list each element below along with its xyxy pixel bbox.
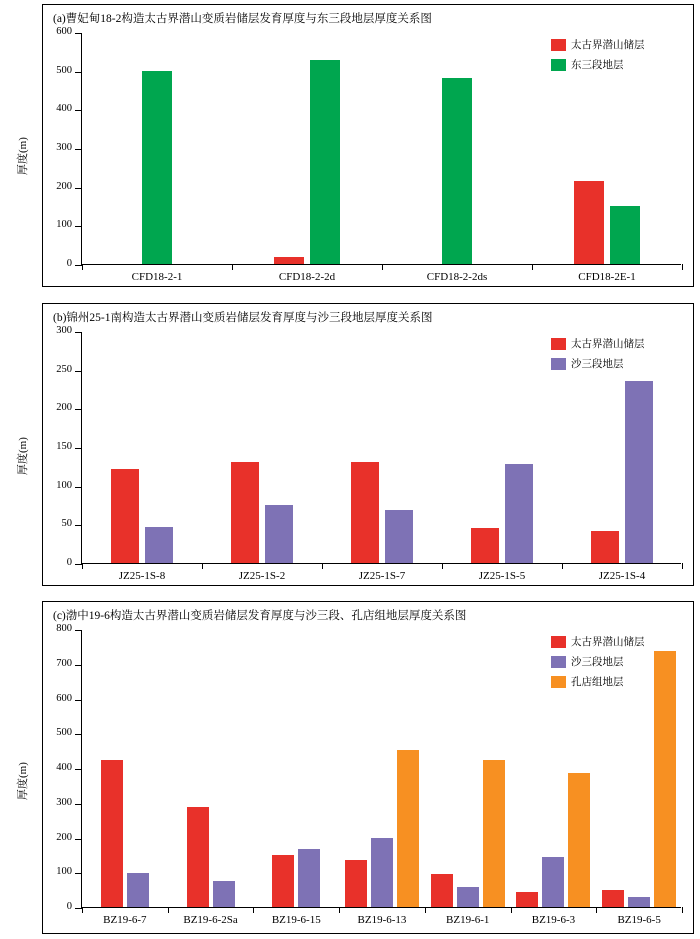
y-tick-label: 500 xyxy=(56,727,72,739)
x-tick xyxy=(339,907,340,913)
panel-a-title: (a)曹妃甸18-2构造太古界潜山变质岩储层发育厚度与东三段地层厚度关系图 xyxy=(53,13,432,25)
x-tick-label: CFD18-2E-1 xyxy=(578,271,636,283)
x-tick xyxy=(382,264,383,270)
legend-swatch xyxy=(551,636,566,648)
y-tick xyxy=(56,796,82,808)
legend-item xyxy=(551,336,645,351)
bar xyxy=(145,527,173,563)
y-tick-label: 250 xyxy=(56,363,72,375)
y-tick-label: 200 xyxy=(56,831,72,843)
x-tick xyxy=(562,563,563,569)
x-tick-label: CFD18-2-2ds xyxy=(426,271,488,283)
x-tick-label: JZ25-1S-5 xyxy=(478,570,526,582)
y-tick-label: 0 xyxy=(66,258,72,269)
bar xyxy=(654,651,676,907)
legend-swatch xyxy=(551,39,566,51)
y-tick-label: 300 xyxy=(56,325,72,336)
y-axis-label-a: 厚度(m) xyxy=(17,137,29,175)
x-tick-label: CFD18-2-1 xyxy=(131,271,183,283)
y-tick xyxy=(66,258,82,269)
x-tick-label: JZ25-1S-4 xyxy=(598,570,646,582)
legend-b xyxy=(551,336,645,376)
x-tick xyxy=(682,264,683,270)
bar xyxy=(351,462,379,563)
bar xyxy=(385,510,413,563)
bar xyxy=(431,874,453,907)
y-tick xyxy=(56,325,82,336)
y-tick xyxy=(56,64,82,76)
x-tick-label: BZ19-6-2Sa xyxy=(183,914,238,926)
bar xyxy=(471,528,499,563)
x-tick-label: BZ19-6-15 xyxy=(271,914,321,926)
y-tick-label: 300 xyxy=(56,142,72,153)
y-tick-label: 300 xyxy=(56,796,72,808)
y-tick xyxy=(56,866,82,878)
legend-item xyxy=(551,37,645,52)
y-tick xyxy=(56,831,82,843)
y-axis-label-c: 厚度(m) xyxy=(17,762,29,800)
y-tick xyxy=(61,518,82,530)
x-tick xyxy=(232,264,233,270)
legend-item xyxy=(551,57,645,72)
bar xyxy=(625,381,653,564)
legend-swatch xyxy=(551,338,566,350)
legend-swatch xyxy=(551,676,566,688)
bar xyxy=(265,505,293,563)
bar xyxy=(542,857,564,907)
y-tick-label: 500 xyxy=(56,64,72,76)
x-tick xyxy=(682,563,683,569)
x-tick xyxy=(425,907,426,913)
x-tick xyxy=(253,907,254,913)
legend-item xyxy=(551,674,645,689)
bar xyxy=(187,807,209,907)
y-tick-label: 400 xyxy=(56,103,72,115)
y-tick xyxy=(56,692,82,704)
y-tick xyxy=(56,623,82,634)
legend-item xyxy=(551,654,645,669)
legend-item xyxy=(551,356,645,371)
x-tick-label: BZ19-6-3 xyxy=(531,914,576,926)
x-tick xyxy=(82,264,83,270)
y-tick xyxy=(66,557,82,568)
y-tick-label: 50 xyxy=(61,518,72,530)
y-tick xyxy=(56,103,82,115)
y-tick-label: 400 xyxy=(56,762,72,773)
x-tick-label: BZ19-6-13 xyxy=(357,914,407,926)
y-tick-label: 100 xyxy=(56,866,72,878)
y-tick xyxy=(56,142,82,153)
y-tick xyxy=(56,762,82,773)
legend-swatch xyxy=(551,358,566,370)
y-tick-label: 0 xyxy=(66,901,72,912)
legend-label: 太古界潜山储层 xyxy=(571,40,645,51)
y-axis-label-b: 厚度(m) xyxy=(17,437,29,475)
panel-b-title: (b)锦州25-1南构造太古界潜山变质岩储层发育厚度与沙三段地层厚度关系图 xyxy=(53,312,433,324)
y-tick-label: 100 xyxy=(56,479,72,491)
bar xyxy=(231,462,259,563)
y-tick-label: 600 xyxy=(56,26,72,37)
bar xyxy=(371,838,393,907)
legend-label: 东三段地层 xyxy=(571,60,624,71)
y-tick-label: 200 xyxy=(56,180,72,192)
y-tick-label: 200 xyxy=(56,402,72,414)
x-tick-label: CFD18-2-2d xyxy=(278,271,336,283)
x-tick xyxy=(82,563,83,569)
bar xyxy=(628,897,650,907)
bar xyxy=(442,78,472,264)
y-tick-label: 600 xyxy=(56,692,72,704)
x-tick xyxy=(682,907,683,913)
chart-panel-b xyxy=(42,303,694,586)
y-tick-label: 100 xyxy=(56,219,72,231)
legend-label: 孔店组地层 xyxy=(571,677,624,688)
bar xyxy=(142,71,172,264)
y-tick-label: 150 xyxy=(56,441,72,452)
bar xyxy=(345,860,367,907)
legend-label: 太古界潜山储层 xyxy=(571,339,645,350)
x-tick-label: JZ25-1S-8 xyxy=(118,570,166,582)
y-tick xyxy=(66,901,82,912)
legend-label: 沙三段地层 xyxy=(571,359,624,370)
chart-panel-c xyxy=(42,601,694,934)
legend-c xyxy=(551,634,645,694)
x-tick xyxy=(168,907,169,913)
bar xyxy=(272,855,294,907)
y-tick xyxy=(56,657,82,669)
x-tick-label: JZ25-1S-7 xyxy=(358,570,406,582)
x-tick-label: JZ25-1S-2 xyxy=(238,570,286,582)
bar xyxy=(610,206,640,264)
y-tick-label: 0 xyxy=(66,557,72,568)
legend-swatch xyxy=(551,656,566,668)
y-tick xyxy=(56,219,82,231)
legend-label: 沙三段地层 xyxy=(571,657,624,668)
bar xyxy=(298,849,320,907)
bar xyxy=(101,760,123,907)
bar xyxy=(568,773,590,907)
bar xyxy=(397,750,419,907)
y-tick xyxy=(56,441,82,452)
bar xyxy=(483,760,505,907)
bar xyxy=(591,531,619,563)
y-tick-label: 800 xyxy=(56,623,72,634)
legend-label: 太古界潜山储层 xyxy=(571,637,645,648)
x-tick-label: BZ19-6-5 xyxy=(617,914,661,926)
legend-swatch xyxy=(551,59,566,71)
y-tick xyxy=(56,26,82,37)
bar xyxy=(111,469,139,563)
bar xyxy=(310,60,340,264)
x-tick xyxy=(442,563,443,569)
bar xyxy=(516,892,538,907)
bar xyxy=(574,181,604,264)
y-tick-label: 700 xyxy=(56,657,72,669)
bar xyxy=(505,464,533,563)
y-tick xyxy=(56,363,82,375)
panel-c-title: (c)渤中19-6构造太古界潜山变质岩储层发育厚度与沙三段、孔店组地层厚度关系图 xyxy=(53,610,467,622)
bar xyxy=(127,873,149,907)
bar xyxy=(457,887,479,907)
chart-panel-a xyxy=(42,4,694,287)
bar xyxy=(274,257,304,264)
x-tick xyxy=(322,563,323,569)
legend-item xyxy=(551,634,645,649)
legend-a xyxy=(551,37,645,77)
bar xyxy=(213,881,235,907)
x-tick-label: BZ19-6-1 xyxy=(446,914,490,926)
x-tick-label: BZ19-6-7 xyxy=(103,914,147,926)
x-tick xyxy=(202,563,203,569)
y-tick xyxy=(56,180,82,192)
y-tick xyxy=(56,727,82,739)
bar xyxy=(602,890,624,907)
y-tick xyxy=(56,479,82,491)
x-tick xyxy=(596,907,597,913)
x-tick xyxy=(82,907,83,913)
x-tick xyxy=(511,907,512,913)
x-tick xyxy=(532,264,533,270)
y-tick xyxy=(56,402,82,414)
